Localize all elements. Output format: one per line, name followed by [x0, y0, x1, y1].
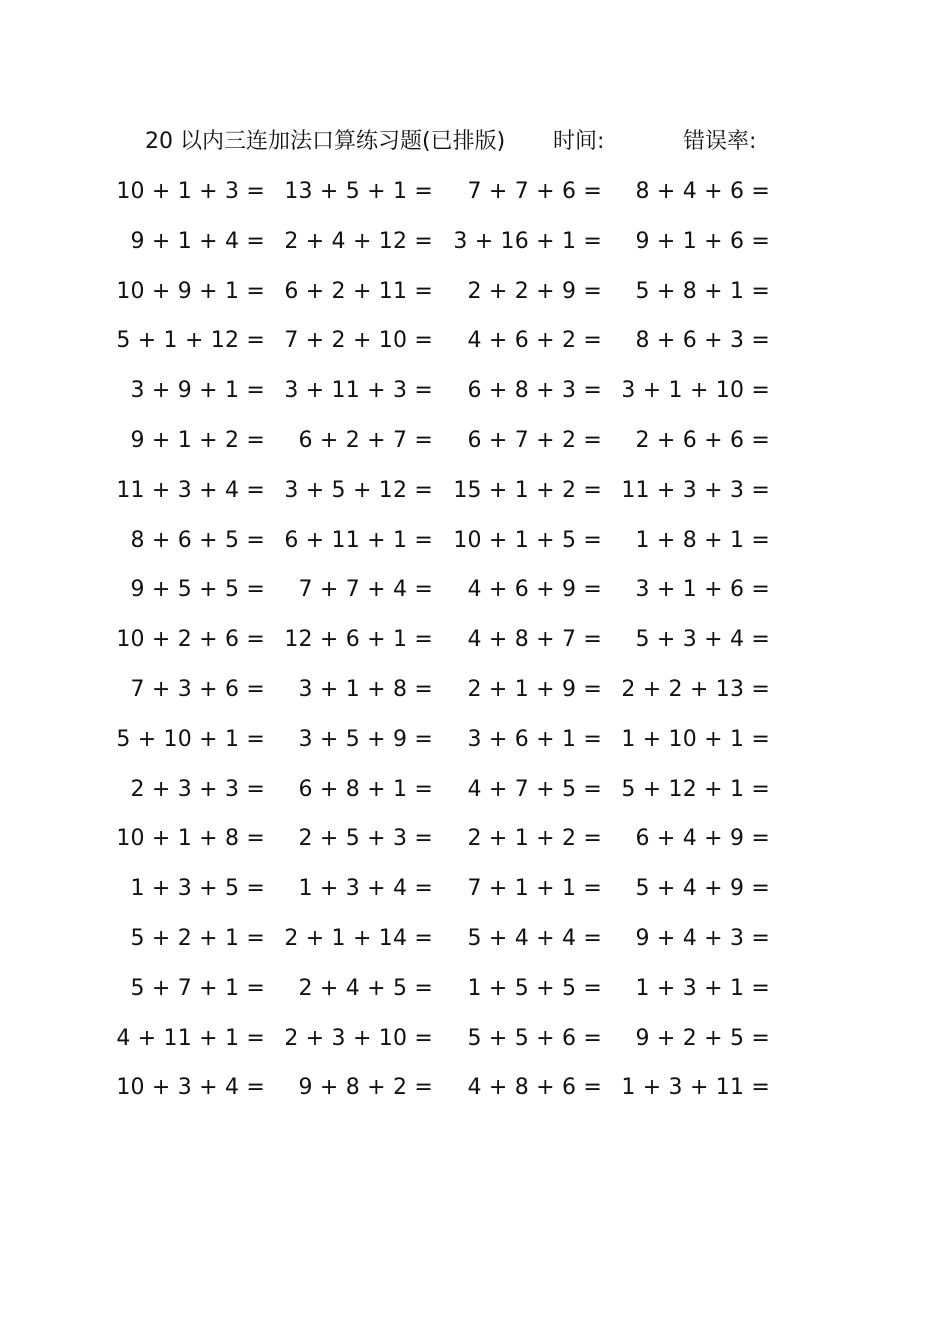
problem-row	[0, 573, 950, 607]
addition-problem: 7 + 3 + 6 =	[130, 677, 265, 702]
addition-problem: 10 + 2 + 6 =	[116, 627, 265, 653]
addition-problem: 1 + 3 + 11 =	[621, 1075, 770, 1101]
addition-problem: 8 + 6 + 5 =	[130, 527, 265, 553]
problem-row	[0, 723, 950, 757]
error-rate-label: 错误率:	[683, 129, 757, 154]
addition-problem: 5 + 4 + 4 =	[467, 926, 602, 951]
addition-problem: 2 + 6 + 6 =	[635, 428, 770, 453]
addition-problem: 1 + 3 + 4 =	[298, 876, 433, 902]
addition-problem: 2 + 1 + 2 =	[467, 826, 602, 852]
addition-problem: 1 + 3 + 5 =	[130, 876, 265, 902]
addition-problem: 5 + 1 + 12 =	[116, 328, 265, 354]
problem-row	[0, 424, 950, 458]
problem-row	[0, 275, 950, 309]
addition-problem: 7 + 2 + 10 =	[284, 328, 433, 354]
addition-problem: 8 + 4 + 6 =	[635, 179, 770, 204]
addition-problem: 9 + 1 + 6 =	[635, 228, 770, 254]
addition-problem: 4 + 7 + 5 =	[467, 776, 602, 802]
problem-row	[0, 922, 950, 956]
addition-problem: 5 + 8 + 1 =	[635, 278, 770, 304]
addition-problem: 5 + 4 + 9 =	[635, 876, 770, 902]
addition-problem: 9 + 2 + 5 =	[635, 1025, 770, 1051]
problem-row	[0, 524, 950, 558]
addition-problem: 1 + 3 + 1 =	[635, 975, 770, 1001]
addition-problem: 3 + 16 + 1 =	[453, 228, 602, 254]
addition-problem: 10 + 9 + 1 =	[116, 278, 265, 304]
addition-problem: 2 + 4 + 12 =	[284, 228, 433, 254]
addition-problem: 11 + 3 + 3 =	[621, 477, 770, 503]
addition-problem: 3 + 5 + 12 =	[284, 477, 433, 503]
addition-problem: 10 + 1 + 3 =	[116, 179, 265, 204]
problem-row	[0, 972, 950, 1006]
problem-row	[0, 872, 950, 906]
addition-problem: 1 + 5 + 5 =	[467, 975, 602, 1001]
addition-problem: 2 + 3 + 10 =	[284, 1025, 433, 1051]
addition-problem: 5 + 2 + 1 =	[130, 926, 265, 951]
addition-problem: 3 + 1 + 6 =	[635, 577, 770, 603]
addition-problem: 10 + 1 + 8 =	[116, 826, 265, 852]
addition-problem: 3 + 1 + 8 =	[298, 677, 433, 702]
addition-problem: 5 + 5 + 6 =	[467, 1025, 602, 1051]
addition-problem: 9 + 1 + 4 =	[130, 228, 265, 254]
addition-problem: 4 + 8 + 6 =	[467, 1075, 602, 1101]
addition-problem: 11 + 3 + 4 =	[116, 477, 265, 503]
problem-row	[0, 1022, 950, 1056]
problem-row	[0, 773, 950, 807]
addition-problem: 6 + 8 + 1 =	[298, 776, 433, 802]
addition-problem: 7 + 1 + 1 =	[467, 876, 602, 902]
addition-problem: 3 + 11 + 3 =	[284, 378, 433, 404]
addition-problem: 15 + 1 + 2 =	[453, 477, 602, 503]
problem-row	[0, 822, 950, 856]
addition-problem: 6 + 2 + 7 =	[298, 428, 433, 453]
addition-problem: 1 + 10 + 1 =	[621, 726, 770, 752]
addition-problem: 3 + 5 + 9 =	[298, 726, 433, 752]
addition-problem: 4 + 6 + 2 =	[467, 328, 602, 354]
problem-row	[0, 225, 950, 259]
addition-problem: 9 + 4 + 3 =	[635, 926, 770, 951]
problem-row	[0, 175, 950, 209]
addition-problem: 9 + 1 + 2 =	[130, 428, 265, 453]
problem-row	[0, 673, 950, 707]
addition-problem: 3 + 9 + 1 =	[130, 378, 265, 404]
addition-problem: 3 + 6 + 1 =	[467, 726, 602, 752]
problem-row	[0, 474, 950, 508]
addition-problem: 4 + 11 + 1 =	[116, 1025, 265, 1051]
addition-problem: 9 + 5 + 5 =	[130, 577, 265, 603]
addition-problem: 6 + 4 + 9 =	[635, 826, 770, 852]
addition-problem: 7 + 7 + 6 =	[467, 179, 602, 204]
addition-problem: 5 + 12 + 1 =	[621, 776, 770, 802]
addition-problem: 13 + 5 + 1 =	[284, 179, 433, 204]
addition-problem: 2 + 2 + 13 =	[621, 677, 770, 702]
addition-problem: 5 + 3 + 4 =	[635, 627, 770, 653]
problem-row	[0, 623, 950, 657]
problem-row	[0, 324, 950, 358]
addition-problem: 6 + 7 + 2 =	[467, 428, 602, 453]
addition-problem: 7 + 7 + 4 =	[298, 577, 433, 603]
addition-problem: 2 + 5 + 3 =	[298, 826, 433, 852]
addition-problem: 2 + 4 + 5 =	[298, 975, 433, 1001]
time-label: 时间:	[553, 129, 605, 154]
addition-problem: 12 + 6 + 1 =	[284, 627, 433, 653]
addition-problem: 6 + 11 + 1 =	[284, 527, 433, 553]
addition-problem: 9 + 8 + 2 =	[298, 1075, 433, 1101]
addition-problem: 5 + 7 + 1 =	[130, 975, 265, 1001]
addition-problem: 3 + 1 + 10 =	[621, 378, 770, 404]
addition-problem: 10 + 3 + 4 =	[116, 1075, 265, 1101]
addition-problem: 4 + 8 + 7 =	[467, 627, 602, 653]
addition-problem: 6 + 8 + 3 =	[467, 378, 602, 404]
problem-row	[0, 1071, 950, 1105]
problem-row	[0, 374, 950, 408]
addition-problem: 2 + 2 + 9 =	[467, 278, 602, 304]
addition-problem: 1 + 8 + 1 =	[635, 527, 770, 553]
addition-problem: 2 + 3 + 3 =	[130, 776, 265, 802]
addition-problem: 2 + 1 + 14 =	[284, 926, 433, 951]
addition-problem: 8 + 6 + 3 =	[635, 328, 770, 354]
addition-problem: 2 + 1 + 9 =	[467, 677, 602, 702]
addition-problem: 4 + 6 + 9 =	[467, 577, 602, 603]
addition-problem: 5 + 10 + 1 =	[116, 726, 265, 752]
addition-problem: 10 + 1 + 5 =	[453, 527, 602, 553]
addition-problem: 6 + 2 + 11 =	[284, 278, 433, 304]
worksheet-title: 20 以内三连加法口算练习题(已排版)	[145, 129, 506, 154]
